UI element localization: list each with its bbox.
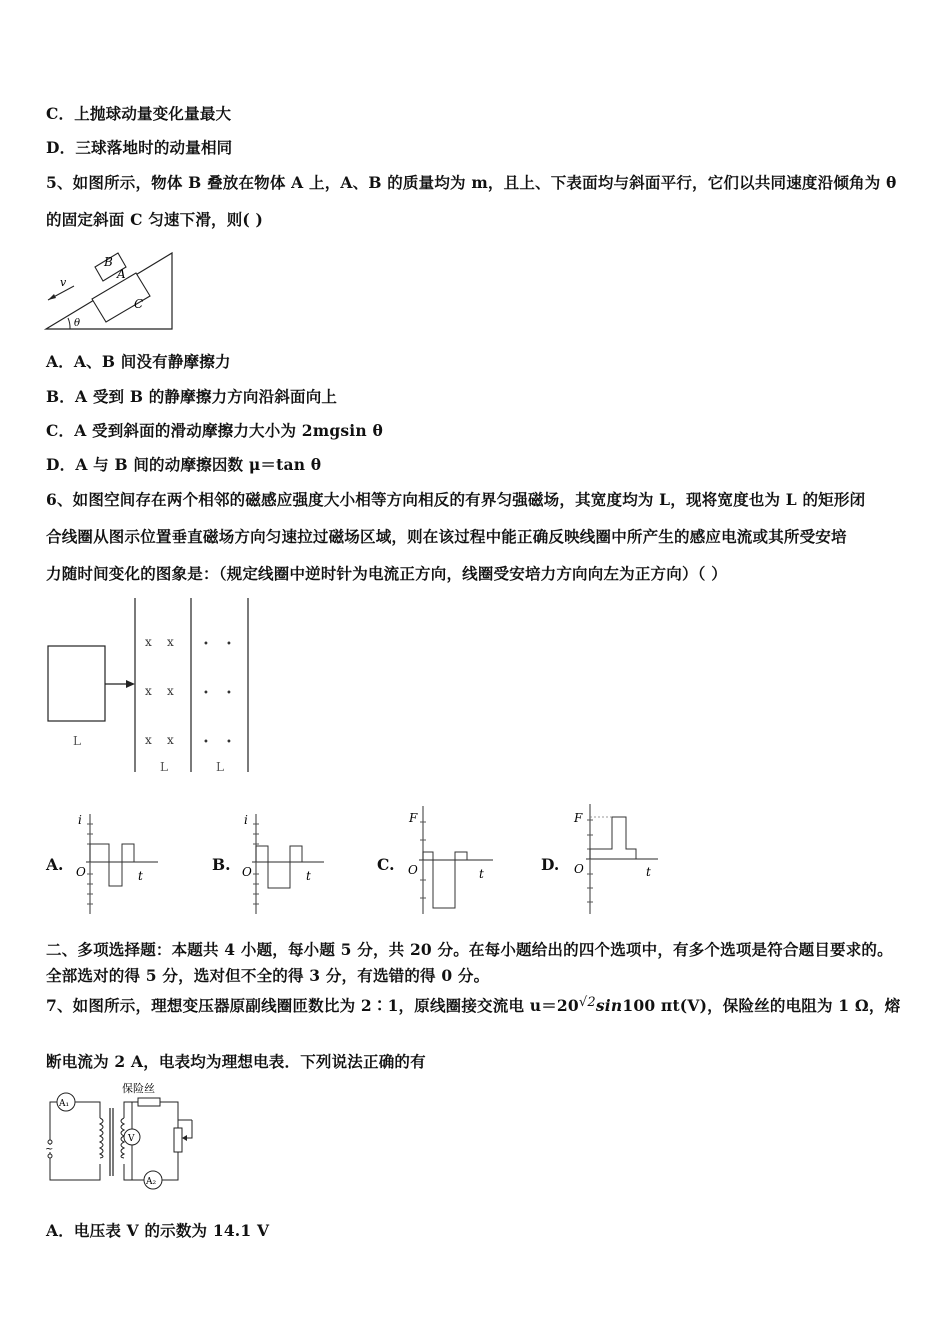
q5-label-v: v <box>60 276 67 289</box>
svg-text:t: t <box>306 869 311 883</box>
q7-stem-line1: 7、如图所示，理想变压器原副线圈匝数比为 2∶1，原线圈接交流电 $u=20^{√2}\sin 100$ πt(V)，保险丝的电阻为 1 Ω，熔 <box>46 995 901 1015</box>
q6-graph-a[interactable] <box>72 808 162 918</box>
svg-text:•: • <box>203 737 209 748</box>
svg-text:i: i <box>78 813 82 827</box>
q6-graph-c[interactable] <box>403 800 498 918</box>
q5-option-b: B．A 受到 B 的静摩擦力方向沿斜面向上 <box>46 387 338 406</box>
q5-incline-figure <box>40 240 180 335</box>
pull-arrow-icon <box>126 680 135 688</box>
section2-heading-line1: 二、多项选择题：本题共 4 小题，每小题 5 分，共 20 分。在每小题给出的四个选项中，有多个选项是符合题目要求的。 <box>46 940 893 959</box>
q6-graph-b[interactable] <box>238 808 328 918</box>
svg-text:x: x <box>145 635 152 649</box>
svg-text:x: x <box>167 733 174 747</box>
svg-text:x: x <box>167 684 174 698</box>
ammeter-a1-label: A₁ <box>59 1099 70 1109</box>
svg-text:•: • <box>226 737 232 748</box>
svg-text:•: • <box>203 688 209 699</box>
fuse-label: 保险丝 <box>122 1082 155 1095</box>
q6-stem-line3: 力随时间变化的图象是：（规定线圈中逆时针为电流正方向，线圈受安培力方向向左为正方向）（ ） <box>46 564 727 583</box>
svg-text:•: • <box>203 639 209 650</box>
svg-text:t: t <box>646 865 651 879</box>
q6-field-figure <box>40 592 260 774</box>
svg-text:t: t <box>479 867 484 881</box>
q5-stem-line1: 5、如图所示，物体 B 叠放在物体 A 上，A、B 的质量均为 m，且上、下表面均与斜面平行，它们以共同速度沿倾角为 θ <box>46 173 897 192</box>
field2-width-label: L <box>216 760 224 774</box>
q5-label-c: C <box>134 297 144 311</box>
q6-graph-c-label: C. <box>377 855 395 874</box>
svg-text:O: O <box>408 863 418 877</box>
svg-text:•: • <box>226 639 232 650</box>
q5-option-d: D．A 与 B 间的动摩擦因数 μ＝tan θ <box>46 455 322 474</box>
ammeter-a2-label: A₂ <box>146 1177 157 1187</box>
q5-label-theta: θ <box>74 318 81 329</box>
svg-text:O: O <box>76 865 86 879</box>
q4-option-c: C．上抛球动量变化量最大 <box>46 104 232 123</box>
svg-text:t: t <box>138 869 143 883</box>
svg-text:i: i <box>244 813 248 827</box>
svg-text:•: • <box>226 688 232 699</box>
ac-source-icon: ~ <box>45 1144 54 1155</box>
svg-text:O: O <box>242 865 252 879</box>
q4-option-d: D．三球落地时的动量相同 <box>46 138 233 157</box>
svg-text:F: F <box>409 811 418 825</box>
voltmeter-label: V <box>128 1134 135 1144</box>
svg-text:x: x <box>145 733 152 747</box>
q6-graph-d-label: D. <box>541 855 560 874</box>
coil-width-label: L <box>73 734 81 748</box>
section2-heading-line2: 全部选对的得 5 分，选对但不全的得 3 分，有选错的得 0 分。 <box>46 966 490 985</box>
q7-transformer-circuit <box>40 1080 200 1190</box>
q5-label-b: B <box>104 255 113 269</box>
q5-label-a: A <box>117 267 126 281</box>
q6-graph-b-label: B. <box>212 855 231 874</box>
svg-text:x: x <box>145 684 152 698</box>
svg-text:x: x <box>167 635 174 649</box>
q6-stem-line2: 合线圈从图示位置垂直磁场方向匀速拉过磁场区域，则在该过程中能正确反映线圈中所产生的感应电流或其所受安培 <box>46 527 847 546</box>
coil-rectangle <box>48 646 105 721</box>
q5-option-c: C．A 受到斜面的滑动摩擦力大小为 2mgsin θ <box>46 421 383 440</box>
q6-graph-a-label: A. <box>46 855 64 874</box>
q7-option-a: A．电压表 V 的示数为 14.1 V <box>46 1221 270 1240</box>
q7-stem-line2: 断电流为 2 A，电表均为理想电表．下列说法正确的有 <box>46 1052 426 1071</box>
rheostat-icon <box>174 1128 182 1152</box>
q6-graph-d[interactable] <box>568 800 663 918</box>
q6-stem-line1: 6、如图空间存在两个相邻的磁感应强度大小相等方向相反的有界匀强磁场，其宽度均为 L，现将宽度也为 L 的矩形闭 <box>46 490 866 509</box>
svg-text:O: O <box>574 862 584 876</box>
svg-text:F: F <box>574 811 583 825</box>
q5-stem-line2: 的固定斜面 C 匀速下滑，则( ) <box>46 210 264 229</box>
field1-width-label: L <box>160 760 168 774</box>
q5-option-a: A．A、B 间没有静摩擦力 <box>46 352 231 371</box>
